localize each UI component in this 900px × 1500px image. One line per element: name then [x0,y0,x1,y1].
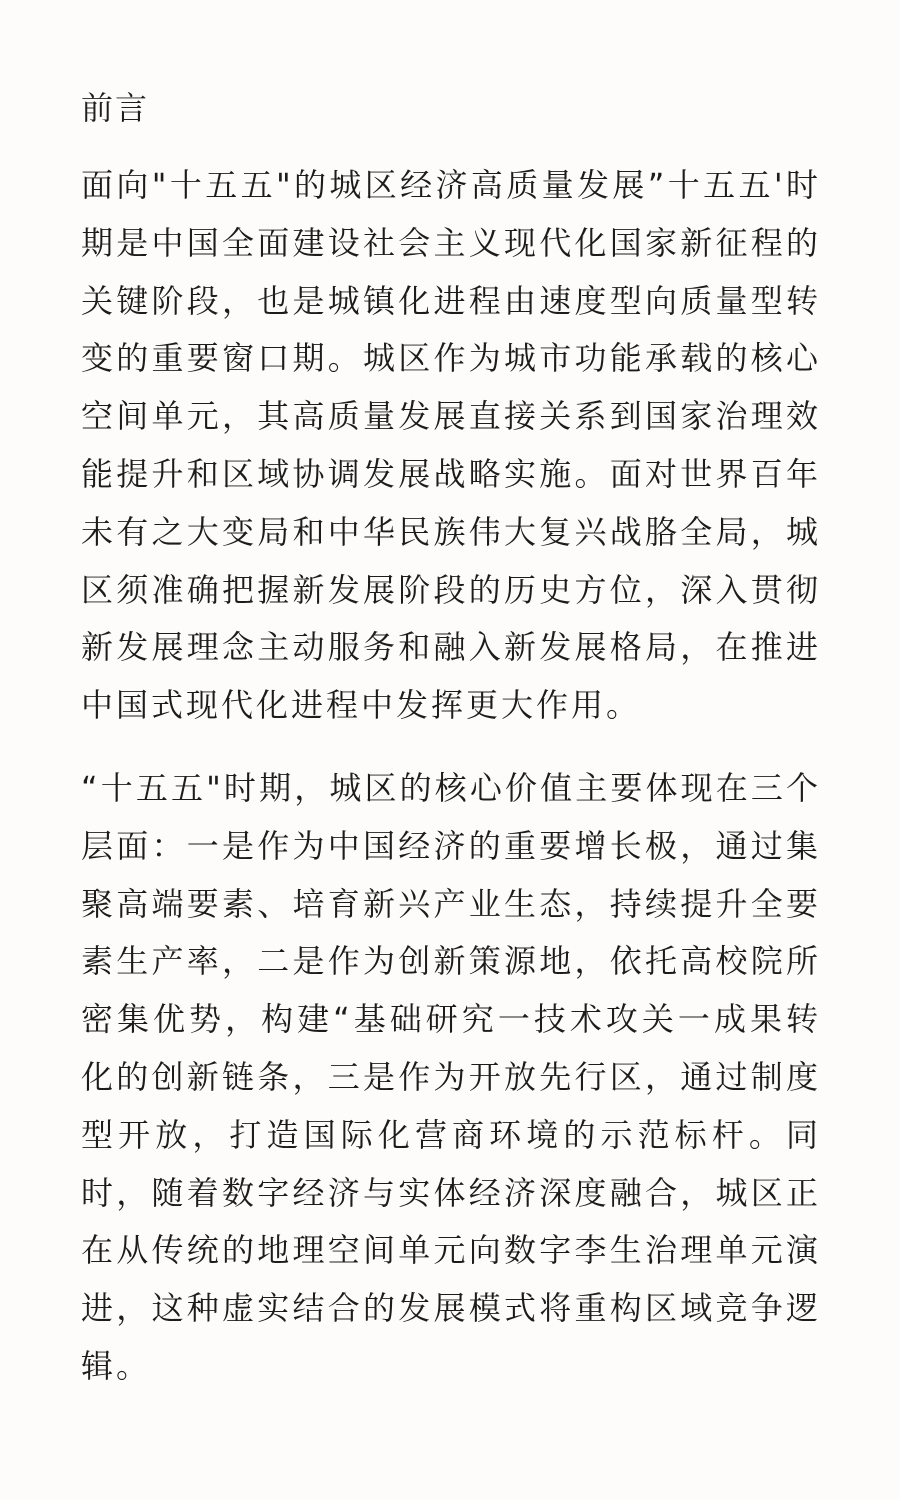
document-heading: 前言 [81,89,150,127]
paragraph-1: 面向"十五五"的城区经济高质量发展”十五五'时期是中国全面建设社会主义现代化国家新征程的关键阶段，也是城镇化进程由速度型向质量型转变的重要窗口期。城区作为城市功能承载的核心空间单元，其高质量发展直接关系到国家治理效能提升和区域协调发展战略实施。面对世界百年未有之大变局和中华民族伟大复兴战胳全局，城区须准确把握新发展阶段的历史方位，深入贯彻新发展理念主动服务和融入新发展格局，在推进中国式现代化进程中发挥更大作用。 [81,166,821,725]
paragraph-2: “十五五"时期，城区的核心价值主要体现在三个层面：一是作为中国经济的重要增长极，通过集聚高端要素、培育新兴产业生态，持续提升全要素生产率，二是作为创新策源地，依托高校院所密集优势，构建“基础研究一技术攻关一成果转化的创新链条，三是作为开放先行区，通过制度型开放，打造国际化营商环境的示范标杆。同时，随着数字经济与实体经济深度融合，城区正在从传统的地理空间单元向数字李生治理单元演进，这种虚实结合的发展模式将重构区域竞争逻辑。 [81,769,821,1385]
